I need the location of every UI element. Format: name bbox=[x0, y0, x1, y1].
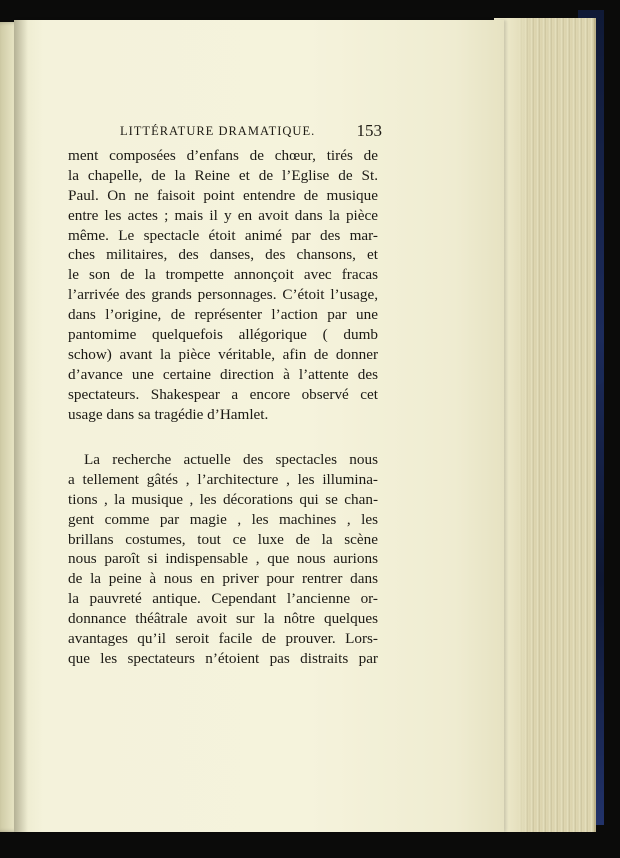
text-line: ment composées d’enfans de chœur, tirés de bbox=[68, 147, 378, 164]
book-page bbox=[14, 20, 504, 832]
text-line: donnance théâtrale avoit sur la nôtre quelques bbox=[68, 610, 378, 628]
page-number: 153 bbox=[356, 121, 382, 140]
running-header bbox=[120, 121, 382, 141]
gutter-shadow bbox=[14, 20, 28, 832]
text-line: pantomime quelquefois allégorique ( dumb bbox=[68, 326, 378, 344]
text-line: gent comme par magie , les machines , les bbox=[68, 510, 378, 528]
text-line: Paul. On ne faisoit point entendre de musique bbox=[68, 186, 378, 204]
paragraph-2 bbox=[68, 450, 378, 669]
text-line: dans l’origine, de représenter l’action par une bbox=[68, 306, 378, 324]
text-line: avantages qu’il seroit facile de prouver. Lors- bbox=[68, 630, 378, 648]
text-line: entre les actes ; mais il y en avoit dans la pièce bbox=[68, 206, 378, 224]
paragraph-1 bbox=[68, 146, 378, 424]
text-line: que les spectateurs n’étoient pas distraits par bbox=[68, 649, 378, 667]
text-line: de la peine à nous en priver pour rentrer dans bbox=[68, 570, 378, 588]
text-line: brillans costumes, tout ce luxe de la scène bbox=[68, 530, 378, 548]
text-line: spectateurs. Shakespear a encore observé cet bbox=[68, 385, 378, 403]
text-line: même. Le spectacle étoit animé par des mar- bbox=[68, 226, 378, 244]
text-line: schow) avant la pièce véritable, afin de donner bbox=[68, 345, 378, 363]
text-line: la pauvreté antique. Cependant l’ancienne or- bbox=[68, 590, 378, 608]
page-stack-edge bbox=[494, 18, 596, 832]
text-line: ches militaires, des danses, des chansons, et bbox=[68, 246, 378, 264]
text-line: a tellement gâtés , l’architecture , les illumina- bbox=[68, 470, 378, 488]
text-line: tions , la musique , les décorations qui se chan- bbox=[68, 490, 378, 508]
text-line: la chapelle, de la Reine et de l’Eglise de St. bbox=[68, 166, 378, 184]
running-title: LITTÉRATURE DRAMATIQUE. bbox=[120, 124, 316, 138]
text-line: d’avance une certaine direction à l’attente des bbox=[68, 365, 378, 383]
text-line: La recherche actuelle des spectacles nous bbox=[84, 451, 378, 468]
text-line: l’arrivée des grands personnages. C’étoit l’usage, bbox=[68, 286, 378, 304]
text-line: le son de la trompette annonçoit avec fracas bbox=[68, 266, 378, 284]
text-line: nous paroît si indispensable , que nous aurions bbox=[68, 550, 378, 568]
text-line: usage dans sa tragédie d’Hamlet. bbox=[68, 405, 269, 423]
